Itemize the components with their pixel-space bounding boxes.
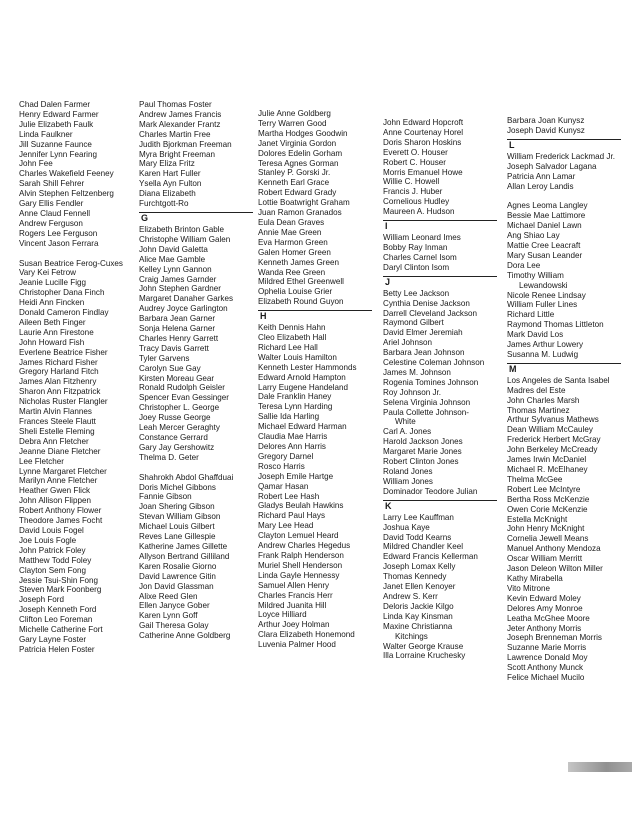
list-item: Reves Lane Gillespie: [139, 532, 216, 542]
list-item: Mildred Ethel Greenwell: [258, 277, 344, 287]
list-item: Susanna M. Ludwig: [507, 349, 579, 359]
list-spacer: [507, 191, 631, 201]
list-item: Sallie Ida Harling: [258, 412, 320, 422]
list-item: Clifton Leo Foreman: [19, 615, 93, 625]
list-item: Rosco Harris: [258, 461, 305, 471]
list-item: Kathy Mirabella: [507, 573, 563, 583]
list-item: Thomas Martinez: [507, 405, 570, 415]
list-item: Robert Edward Grady: [258, 188, 337, 198]
list-item: Dominador Teodore Julian: [383, 486, 478, 496]
name-column-3: [258, 109, 388, 650]
list-item: David Louis Fogel: [19, 525, 84, 535]
list-item: Morris Emanuel Howe: [383, 167, 463, 177]
list-item: Frank Ralph Henderson: [258, 550, 344, 560]
list-item: Francis J. Huber: [383, 187, 443, 197]
list-item: Harold Jackson Jones: [383, 437, 463, 447]
list-item: Stanley P. Gorski Jr.: [258, 168, 331, 178]
list-item: Matthew Todd Foley: [19, 555, 92, 565]
section-letter-heading: G: [139, 212, 253, 224]
list-item: Darrell Cleveland Jackson: [383, 308, 478, 318]
list-item: John Patrick Foley: [19, 545, 86, 555]
list-item: Stevan William Gibson: [139, 512, 221, 522]
list-item: Timothy William: [507, 270, 564, 280]
list-item: John Edward Hopcroft: [383, 118, 464, 127]
section-letter-heading: K: [383, 500, 497, 512]
list-item: Juan Ramon Granados: [258, 208, 342, 218]
list-item-continuation: Lewandowski: [519, 280, 568, 290]
list-item: Carl A. Jones: [383, 427, 432, 437]
list-item: Keith Dennis Hahn: [258, 323, 326, 333]
list-item: Doris Michel Gibbons: [139, 482, 216, 492]
list-item: Heidi Ann Fincken: [19, 298, 85, 308]
list-item: David Lawrence Gitin: [139, 571, 216, 581]
list-spacer: [19, 249, 143, 259]
section-letter-heading: J: [383, 276, 497, 288]
list-item: Andrew Ferguson: [19, 218, 83, 228]
list-item: Willie C. Howell: [383, 177, 440, 187]
list-item: Estella McKnight: [507, 514, 568, 524]
list-item: Mildred Juanita Hill: [258, 600, 327, 610]
list-item: Christophe William Galen: [139, 234, 231, 244]
list-item: Leatha McGhee Moore: [507, 613, 590, 623]
list-item: Spencer Evan Gessinger: [139, 393, 229, 403]
list-item: Carolyn Sue Gay: [139, 363, 201, 373]
list-item: Diana Elizabeth: [139, 189, 196, 199]
list-item: Michelle Catherine Fort: [19, 625, 103, 635]
list-item: Richard Paul Hays: [258, 511, 326, 521]
list-item: Raymond Thomas Littleton: [507, 320, 604, 330]
list-item: Wanda Ree Green: [258, 267, 326, 277]
list-item: Sonja Helena Garner: [139, 324, 216, 334]
list-item: William Frederick Lackmad Jr.: [507, 151, 615, 161]
list-item: Edward Arnold Hampton: [258, 372, 346, 382]
section-letter-heading: M: [507, 363, 621, 375]
list-item: Charles Francis Herr: [258, 590, 333, 600]
list-item: Clayton Sem Fong: [19, 565, 87, 575]
list-item: David Todd Kearns: [383, 532, 452, 542]
list-item: William Fuller Lines: [507, 300, 578, 310]
list-item: Martin Alvin Flannes: [19, 407, 92, 417]
list-item: Eva Harmon Green: [258, 237, 328, 247]
list-item: John Stephen Gardner: [139, 284, 221, 294]
list-item: Celestine Coleman Johnson: [383, 358, 485, 368]
list-item: Katherine James Gillette: [139, 541, 228, 551]
list-item: Martha Hodges Goodwin: [258, 128, 348, 138]
list-item: John David Galetta: [139, 244, 208, 254]
list-item: Gary Ellis Fendler: [19, 199, 84, 209]
list-item: William Jones: [383, 476, 433, 486]
list-item: Teresa Lynn Harding: [258, 402, 333, 412]
list-item: Gregory Harland Fitch: [19, 367, 99, 377]
list-item: Nicole Renee Lindsay: [507, 290, 586, 300]
list-item: Joey Russe George: [139, 413, 211, 423]
list-item: Linda Kay Kinsman: [383, 611, 453, 621]
list-item: Lynne Margaret Fletcher: [19, 466, 107, 476]
list-item: Dale Franklin Haney: [258, 392, 332, 402]
list-item: Andrew Charles Hegedus: [258, 541, 351, 551]
list-item: Robert C. Houser: [383, 157, 446, 167]
list-item: Raymond Gilbert: [383, 318, 444, 328]
list-item: Judith Bjorkman Freeman: [139, 139, 232, 149]
list-item: Walter George Krause: [383, 641, 464, 651]
list-item: Richard Little: [507, 310, 555, 320]
list-item: Qamar Hasan: [258, 481, 309, 491]
list-item: Lottie Boatwright Graham: [258, 198, 350, 208]
list-item: Craig James Garnder: [139, 274, 217, 284]
list-item: Betty Lee Jackson: [383, 288, 450, 298]
list-item: Jeter Anthony Morris: [507, 623, 582, 633]
list-item: Gary Jay Gershowitz: [139, 442, 215, 452]
list-item: Madres del Este: [507, 385, 566, 395]
list-item: Tyler Garvens: [139, 353, 190, 363]
list-item: Charles Carnel Isom: [383, 252, 457, 262]
list-item: Frederick Herbert McGray: [507, 435, 601, 445]
list-item: James Richard Fisher: [19, 357, 98, 367]
list-item: Dean William McCauley: [507, 425, 593, 435]
list-item: Joseph Emile Hartge: [258, 471, 334, 481]
list-item: Aileen Beth Finger: [19, 317, 86, 327]
list-item: Ophelia Louise Grier: [258, 287, 333, 297]
list-item: Joshua Kaye: [383, 522, 430, 532]
list-item: Jeanie Lucille Figg: [19, 278, 87, 288]
list-item: Walter Louis Hamilton: [258, 352, 337, 362]
list-item: Mary Susan Leander: [507, 250, 583, 260]
list-item: Michael Daniel Lawn: [507, 221, 582, 231]
name-column-1: [19, 100, 143, 655]
list-item: Roland Jones: [383, 467, 433, 476]
list-item: Richard Lee Hall: [258, 342, 318, 352]
list-item: Larry Lee Kauffman: [383, 512, 454, 522]
list-item: Charles Martin Free: [139, 129, 211, 139]
list-item: Edward Francis Kellerman: [383, 552, 478, 562]
list-item: Catherine Anne Goldberg: [139, 631, 231, 641]
list-item: Teresa Agnes Gorman: [258, 158, 339, 168]
list-item: Marilyn Anne Fletcher: [19, 476, 98, 486]
list-item: John Charles Marsh: [507, 395, 580, 405]
list-item: Fannie Gibson: [139, 492, 192, 502]
list-item: Chad Dalen Farmer: [19, 100, 91, 109]
list-item: Jessie Tsui-Shin Fong: [19, 575, 99, 585]
list-item: Robert Lee McIntyre: [507, 484, 581, 494]
list-item: Vito Mitrone: [507, 583, 551, 593]
list-item: Thomas Kennedy: [383, 572, 447, 582]
list-item: Michael Louis Gilbert: [139, 522, 215, 532]
list-item: Gail Theresa Golay: [139, 621, 209, 631]
list-item: Laurie Ann Firestone: [19, 327, 94, 337]
list-item: Furchtgott-Ro: [139, 199, 189, 209]
list-item: Joseph Salvador Lagana: [507, 161, 597, 171]
list-item: Karen Lynn Goff: [139, 611, 198, 621]
list-item: Debra Ann Fletcher: [19, 436, 89, 446]
list-item-continuation: White: [395, 417, 416, 427]
list-item: Roy Johnson Jr.: [383, 387, 442, 397]
list-item: Mattie Cree Leacraft: [507, 240, 581, 250]
name-column-2: [139, 100, 267, 641]
list-item: Janet Virginia Gordon: [258, 138, 337, 148]
list-item: Joseph Lomax Kelly: [383, 562, 456, 572]
list-item: Loyce Hilliard: [258, 610, 307, 620]
list-item: James Irwin McDaniel: [507, 455, 587, 465]
list-item: Linda Faulkner: [19, 129, 73, 139]
list-item: Constance Gerrard: [139, 433, 208, 442]
list-item: Michael R. McElhaney: [507, 465, 588, 474]
list-item: John Howard Fish: [19, 337, 85, 347]
list-item: Theodore James Focht: [19, 516, 103, 526]
list-item: Heather Gwen Flick: [19, 486, 91, 496]
list-item: Cynthia Denise Jackson: [383, 298, 470, 308]
list-item: Larry Eugene Handeland: [258, 382, 348, 392]
list-item: Owen Corie McKenzie: [507, 504, 588, 514]
name-column-4: [383, 118, 505, 661]
list-item: William Leonard Imes: [383, 233, 461, 243]
list-item: Julie Anne Goldberg: [258, 109, 331, 118]
list-item: Sharon Ann Fitzpatrick: [19, 387, 101, 397]
list-item: Dora Lee: [507, 260, 541, 270]
list-item: David Elmer Jeremiah: [383, 328, 463, 338]
list-item: Dolores Edelin Gorham: [258, 148, 343, 158]
list-item: Donald Cameron Findlay: [19, 308, 109, 318]
list-item: Paul Thomas Foster: [139, 100, 212, 109]
list-item: Samuel Allen Henry: [258, 580, 330, 590]
list-item: Frances Steele Flautt: [19, 417, 96, 426]
list-item: John Fee: [19, 159, 53, 169]
list-item: Los Angeles de Santa Isabel: [507, 375, 610, 385]
list-item: Patricia Ann Lamar: [507, 171, 576, 181]
list-item: Allyson Bertrand Gilliland: [139, 551, 230, 561]
list-item: Selena Virginia Johnson: [383, 397, 471, 407]
list-item: Mark David Los: [507, 330, 564, 340]
list-item: Alvin Stephen Feltzenberg: [19, 189, 114, 199]
list-item: Bobby Ray Inman: [383, 242, 448, 252]
list-item: Kevin Edward Moley: [507, 593, 581, 603]
list-item: Vincent Jason Ferrara: [19, 238, 99, 248]
list-item: Gregory Darnel: [258, 451, 314, 461]
list-item: Galen Homer Green: [258, 247, 331, 257]
list-item: Ellen Janyce Gober: [139, 601, 210, 611]
list-item: Joseph Ford: [19, 595, 64, 605]
list-item: Karen Rosalie Giorno: [139, 561, 217, 571]
list-item: Mary Eliza Fritz: [139, 159, 195, 169]
list-item: Manuel Anthony Mendoza: [507, 544, 601, 554]
list-item: Susan Beatrice Ferog-Cuxes: [19, 258, 123, 268]
list-item: Alice Mae Gamble: [139, 254, 206, 264]
list-item: Joan Shering Gibson: [139, 502, 215, 512]
list-spacer: [139, 463, 267, 473]
list-item: Myra Bright Freeman: [139, 149, 216, 159]
list-item: Scott Anthony Munck: [507, 663, 584, 673]
list-item: Daryl Clinton Isom: [383, 262, 450, 272]
list-item: Margaret Marie Jones: [383, 447, 462, 457]
list-item: James Alan Fitzhenry: [19, 377, 97, 387]
list-item: Jill Suzanne Faunce: [19, 139, 92, 149]
list-item: Joseph David Kunysz: [507, 125, 585, 135]
list-item: Barbara Jean Johnson: [383, 348, 465, 358]
list-item: Gladys Beulah Hawkins: [258, 501, 344, 511]
list-item: Karen Hart Fuller: [139, 169, 201, 179]
list-item: Cleo Elizabeth Hall: [258, 333, 327, 343]
list-item: James Arthur Lowery: [507, 340, 584, 350]
list-item: Anne Courtenay Horel: [383, 127, 464, 137]
list-item: Robert Anthony Flower: [19, 506, 102, 516]
list-item: Kelley Lynn Gannon: [139, 264, 212, 274]
list-item: Jeanne Diane Fletcher: [19, 446, 101, 456]
list-item: Felice Michael Mucilo: [507, 673, 585, 683]
list-item: Lawrence Donald Moy: [507, 653, 588, 663]
list-item: Vary Kei Fetrow: [19, 268, 76, 278]
list-item: Annie Mae Green: [258, 227, 322, 237]
list-item: Steven Mark Foonberg: [19, 585, 102, 595]
list-item: Janet Ellen Kenoyer: [383, 582, 456, 592]
list-item: Michael Edward Harman: [258, 422, 347, 432]
scan-smudge: [568, 762, 632, 772]
list-item: Bessie Mae Lattimore: [507, 211, 586, 221]
list-item: Mary Lee Head: [258, 521, 314, 531]
list-item: Eula Dean Graves: [258, 217, 325, 227]
list-item: Everlene Beatrice Fisher: [19, 347, 108, 357]
list-item: Christopher L. George: [139, 403, 220, 413]
list-item: Audrey Joyce Garlington: [139, 304, 228, 314]
list-item: Joe Louis Fogle: [19, 535, 77, 545]
list-item-continuation: Kitchings: [395, 631, 428, 641]
list-item: Barbara Jean Garner: [139, 314, 216, 324]
list-item: Joseph Brenneman Morris: [507, 633, 602, 643]
list-item: John Berkeley McCready: [507, 445, 598, 455]
list-item: Charles Wakefield Feeney: [19, 169, 114, 179]
list-item: Alixe Reed Glen: [139, 591, 198, 601]
list-item: Kenneth Lester Hammonds: [258, 362, 357, 372]
list-item: Cornelious Hudley: [383, 197, 450, 207]
list-item: Kenneth Earl Grace: [258, 178, 330, 188]
list-item: Luvenia Palmer Hood: [258, 640, 336, 650]
list-item: Everett O. Houser: [383, 147, 448, 157]
list-item: Deloris Jackie Kilgo: [383, 601, 454, 611]
list-item: Jennifer Lynn Fearing: [19, 149, 97, 159]
list-item: Ariel Johnson: [383, 338, 433, 348]
section-letter-heading: L: [507, 139, 621, 151]
list-item: Muriel Shell Henderson: [258, 560, 343, 570]
name-column-5: [507, 116, 631, 683]
list-item: Jason Deleon Wilton Miller: [507, 564, 603, 574]
list-item: Joseph Kenneth Ford: [19, 605, 97, 615]
list-item: Ysella Ayn Fulton: [139, 179, 202, 189]
list-item: Ang Shiao Lay: [507, 231, 560, 241]
list-item: Rogenia Tomines Johnson: [383, 377, 479, 387]
list-item: Lee Fletcher: [19, 456, 64, 466]
list-item: Patricia Helen Foster: [19, 644, 95, 654]
list-item: Ronald Rudolph Geisler: [139, 383, 225, 393]
list-item: Doris Sharon Hoskins: [383, 137, 462, 147]
list-item: Robert Clinton Jones: [383, 457, 459, 467]
list-item: Julie Elizabeth Faulk: [19, 119, 94, 129]
list-item: Linda Gayle Hennessy: [258, 570, 340, 580]
list-item: Bertha Ross McKenzie: [507, 494, 590, 504]
list-item: Elizabeth Round Guyon: [258, 297, 344, 307]
list-item: Illa Lorraine Kruchesky: [383, 651, 466, 661]
list-item: Maureen A. Hudson: [383, 207, 455, 217]
list-item: Leah Mercer Geraghty: [139, 423, 220, 433]
list-item: Kenneth James Green: [258, 257, 339, 267]
list-item: Sarah Shill Fehrer: [19, 179, 85, 189]
list-item: Arthur Joey Holman: [258, 620, 330, 630]
list-item: Andrew S. Kerr: [383, 591, 438, 601]
list-item: Thelma McGee: [507, 474, 563, 484]
list-item: Thelma D. Geter: [139, 452, 199, 462]
list-item: Robert Lee Hash: [258, 491, 320, 501]
list-item: Jon David Glassman: [139, 581, 214, 591]
list-item: John Allison Flippen: [19, 496, 91, 506]
list-item: Sheli Estelle Fleming: [19, 426, 95, 436]
list-item: Christopher Dana Finch: [19, 288, 105, 298]
list-item: Margaret Danaher Garkes: [139, 294, 234, 304]
list-item: Cornelia Jewell Means: [507, 534, 589, 544]
list-item: Mark Alexander Frantz: [139, 119, 221, 129]
list-item: Charles Henry Garrett: [139, 333, 219, 343]
list-item: Delores Amy Monroe: [507, 603, 583, 613]
list-item: Clara Elizabeth Honemond: [258, 630, 355, 640]
section-letter-heading: I: [383, 220, 497, 232]
section-letter-heading: H: [258, 310, 372, 322]
list-item: Mildred Chandler Keel: [383, 542, 464, 552]
list-item: Gary Layne Foster: [19, 634, 87, 644]
list-item: Oscar William Merritt: [507, 554, 583, 564]
list-item: Maxine Christianna: [383, 621, 453, 631]
list-item: Andrew James Francis: [139, 109, 222, 119]
list-item: Suzanne Marie Morris: [507, 643, 587, 653]
list-item: Agnes Leoma Langley: [507, 201, 588, 211]
list-item: Kirsten Moreau Gear: [139, 373, 215, 383]
list-item: Clayton Lemuel Heard: [258, 531, 339, 541]
list-item: Henry Edward Farmer: [19, 109, 99, 119]
list-item: Nicholas Ruster Flangler: [19, 397, 108, 407]
list-item: Paula Collette Johnson-: [383, 407, 469, 417]
list-item: Terry Warren Good: [258, 118, 327, 128]
list-item: Allan Leroy Landis: [507, 181, 574, 191]
list-item: Arthur Sylvanus Mathews: [507, 415, 599, 425]
list-item: John Henry McKnight: [507, 524, 585, 534]
list-item: Claudia Mae Harris: [258, 432, 328, 442]
list-item: James M. Johnson: [383, 367, 451, 377]
list-item: Shahrokh Abdol Ghaffduai: [139, 472, 234, 482]
list-item: Rogers Lee Ferguson: [19, 228, 98, 238]
list-item: Anne Claud Fennell: [19, 208, 91, 218]
list-item: Delores Ann Harris: [258, 442, 326, 451]
list-item: Barbara Joan Kunysz: [507, 116, 585, 125]
list-item: Tracy Davis Garrett: [139, 343, 209, 353]
list-item: Elizabeth Brinton Gable: [139, 224, 225, 234]
